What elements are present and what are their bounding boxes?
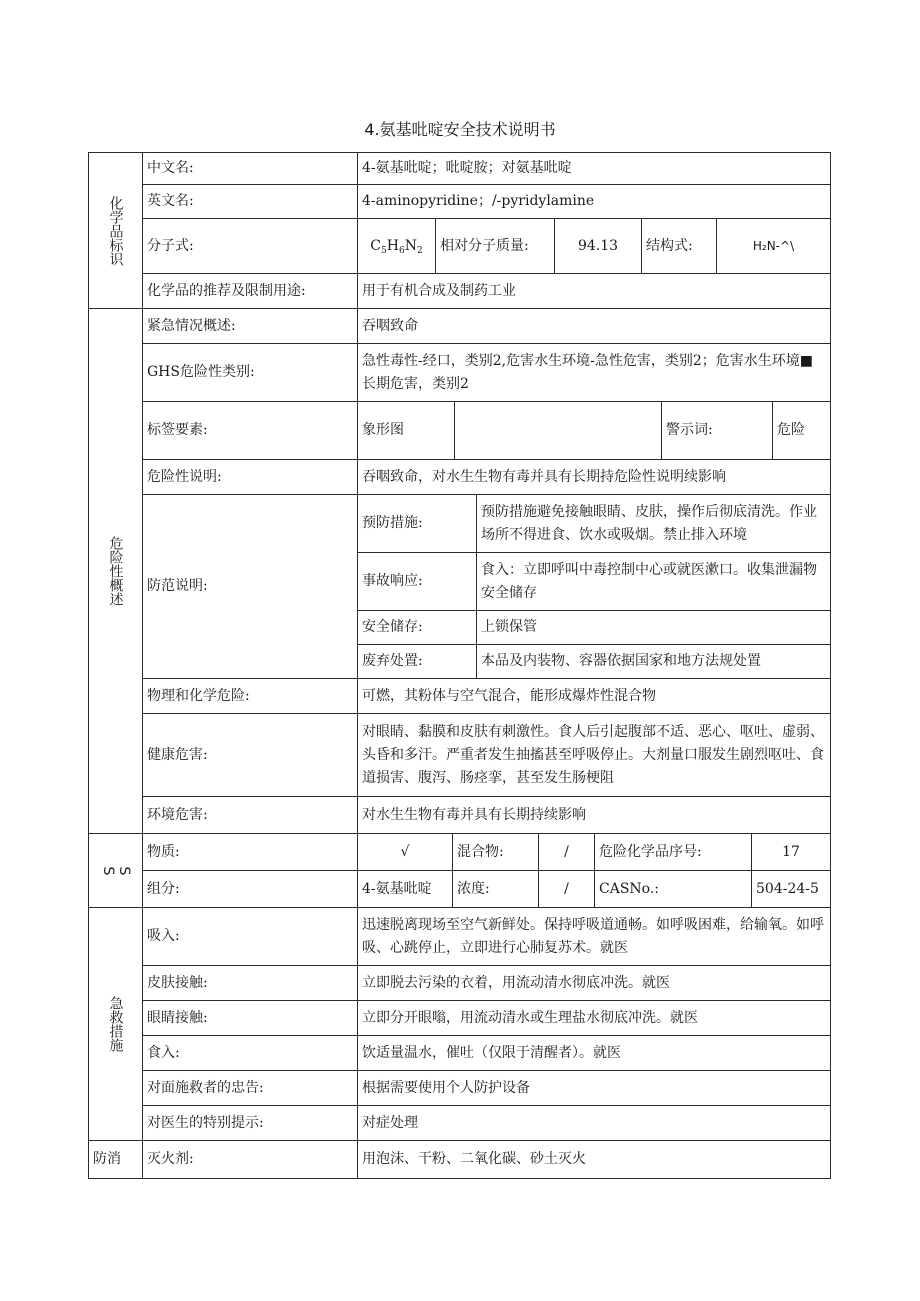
health-value: 对眼睛、黏膜和皮肤有刺激性。食人后引起腹部不适、恶心、呕吐、虚弱、头昏和多汗。严重者发生抽搐甚至呼吸停止。大剂量口服发生剧烈呕吐、食道损害、腹泻、肠痉挛，甚至发生肠梗阻 [357, 713, 831, 797]
section-composition-label: SS [99, 862, 132, 879]
molecular-weight-value: 94.13 [554, 218, 642, 274]
doctor-value: 对症处理 [357, 1105, 831, 1141]
section-hazard-label: 危险性概述 [107, 536, 124, 606]
substance-mark: √ [357, 833, 453, 871]
rescuer-value: 根据需要使用个人防护设备 [357, 1070, 831, 1106]
cas-value: 504-24-5 [751, 870, 831, 908]
section-identification-label: 化学品标识 [107, 195, 124, 266]
cas-label: CASNo.: [594, 870, 752, 908]
health-label: 健康危害: [142, 713, 358, 797]
skin-value: 立即脱去污染的衣着，用流动清水彻底冲洗。就医 [357, 965, 831, 1001]
en-name-label: 英文名: [142, 184, 358, 219]
inhale-value: 迅速脱离现场至空气新鲜处。保持呼吸道通畅。如呼吸困难，给输氧。如呼吸、心跳停止，立即进行心肺复苏术。就医 [357, 907, 831, 966]
agent-value: 用泡沫、干粉、二氧化碳、砂土灭火 [357, 1140, 831, 1179]
use-label: 化学品的推荐及限制用途: [142, 273, 358, 309]
section-first-aid [88, 907, 143, 1141]
component-label: 组分: [142, 870, 358, 908]
label-elements-label: 标签要素: [142, 401, 358, 460]
signal-word-label: 警示词: [661, 401, 773, 460]
storage-label: 安全储存: [357, 610, 477, 645]
skin-label: 皮肤接触: [142, 965, 358, 1001]
prevention-label: 预防措施: [357, 494, 477, 553]
component-value: 4-氨基吡啶 [357, 870, 453, 908]
mixture-label: 混合物: [452, 833, 539, 871]
substance-label: 物质: [142, 833, 358, 871]
structure-label: 结构式: [641, 218, 717, 274]
emergency-label: 紧急情况概述: [142, 308, 358, 344]
ghs-value: 急性毒性-经口，类别2,危害水生环境-急性危害，类别2；危害水生环境■长期危害，类别2 [357, 343, 831, 402]
cn-name-value: 4-氨基吡啶；吡啶胺；对氨基吡啶 [357, 152, 831, 185]
response-label: 事故响应: [357, 552, 477, 611]
conc-value: / [538, 870, 595, 908]
emergency-value: 吞咽致命 [357, 308, 831, 344]
formula-label: 分子式: [142, 218, 358, 274]
en-name-value: 4-aminopyridine；/-pyridylamine [357, 184, 831, 219]
physchem-label: 物理和化学危险: [142, 678, 358, 714]
use-value: 用于有机合成及制药工业 [357, 273, 831, 309]
precaution-label: 防范说明: [142, 494, 358, 679]
mixture-mark: / [538, 833, 595, 871]
eye-value: 立即分开眼嗡，用流动清水或生理盐水彻底冲洗。就医 [357, 1000, 831, 1036]
statement-value: 吞咽致命，对水生生物有毒并具有长期持危险性说明续影响 [357, 459, 831, 495]
section-hazard [88, 308, 143, 834]
response-value: 食入：立即呼叫中毒控制中心或就医漱口。收集泄漏物安全储存 [476, 552, 831, 611]
section-identification [88, 152, 143, 309]
storage-value: 上锁保管 [476, 610, 831, 645]
disposal-value: 本品及内装物、容器依据国家和地方法规处置 [476, 644, 831, 679]
signal-word-value: 危险 [772, 401, 831, 460]
disposal-label: 废弃处置: [357, 644, 477, 679]
ghs-label: GHS危险性类别: [142, 343, 358, 402]
section-fire: 防消 [88, 1140, 143, 1179]
section-first-aid-label: 急救措施 [107, 996, 124, 1052]
cn-name-label: 中文名: [142, 152, 358, 185]
seq-label: 危险化学品序号: [594, 833, 752, 871]
molecular-weight-label: 相对分子质量: [435, 218, 555, 274]
ingest-value: 饮适量温水，催吐（仅限于清醒者）。就医 [357, 1035, 831, 1071]
section-composition [88, 833, 143, 908]
pictogram-label: 象形图 [357, 401, 455, 460]
eye-label: 眼睛接触: [142, 1000, 358, 1036]
formula-value: $C_5H_6N_2$ [357, 218, 436, 274]
inhale-label: 吸入: [142, 907, 358, 966]
doctor-label: 对医生的特别提示: [142, 1105, 358, 1141]
page-title: 4.氨基吡啶安全技术说明书 [364, 120, 556, 139]
ingest-label: 食入: [142, 1035, 358, 1071]
pictogram-area [454, 401, 662, 460]
structure-value: H₂N-^\ [716, 218, 831, 274]
seq-value: 17 [751, 833, 831, 871]
env-value: 对水生生物有毒并具有长期持续影响 [357, 796, 831, 834]
env-label: 环境危害: [142, 796, 358, 834]
physchem-value: 可燃，其粉体与空气混合，能形成爆炸性混合物 [357, 678, 831, 714]
conc-label: 浓度: [452, 870, 539, 908]
statement-label: 危险性说明: [142, 459, 358, 495]
agent-label: 灭火剂: [142, 1140, 358, 1179]
prevention-value: 预防措施避免接触眼睛、皮肤，操作后彻底清洗。作业场所不得进食、饮水或吸烟。禁止排入环境 [476, 494, 831, 553]
rescuer-label: 对面施救者的忠告: [142, 1070, 358, 1106]
